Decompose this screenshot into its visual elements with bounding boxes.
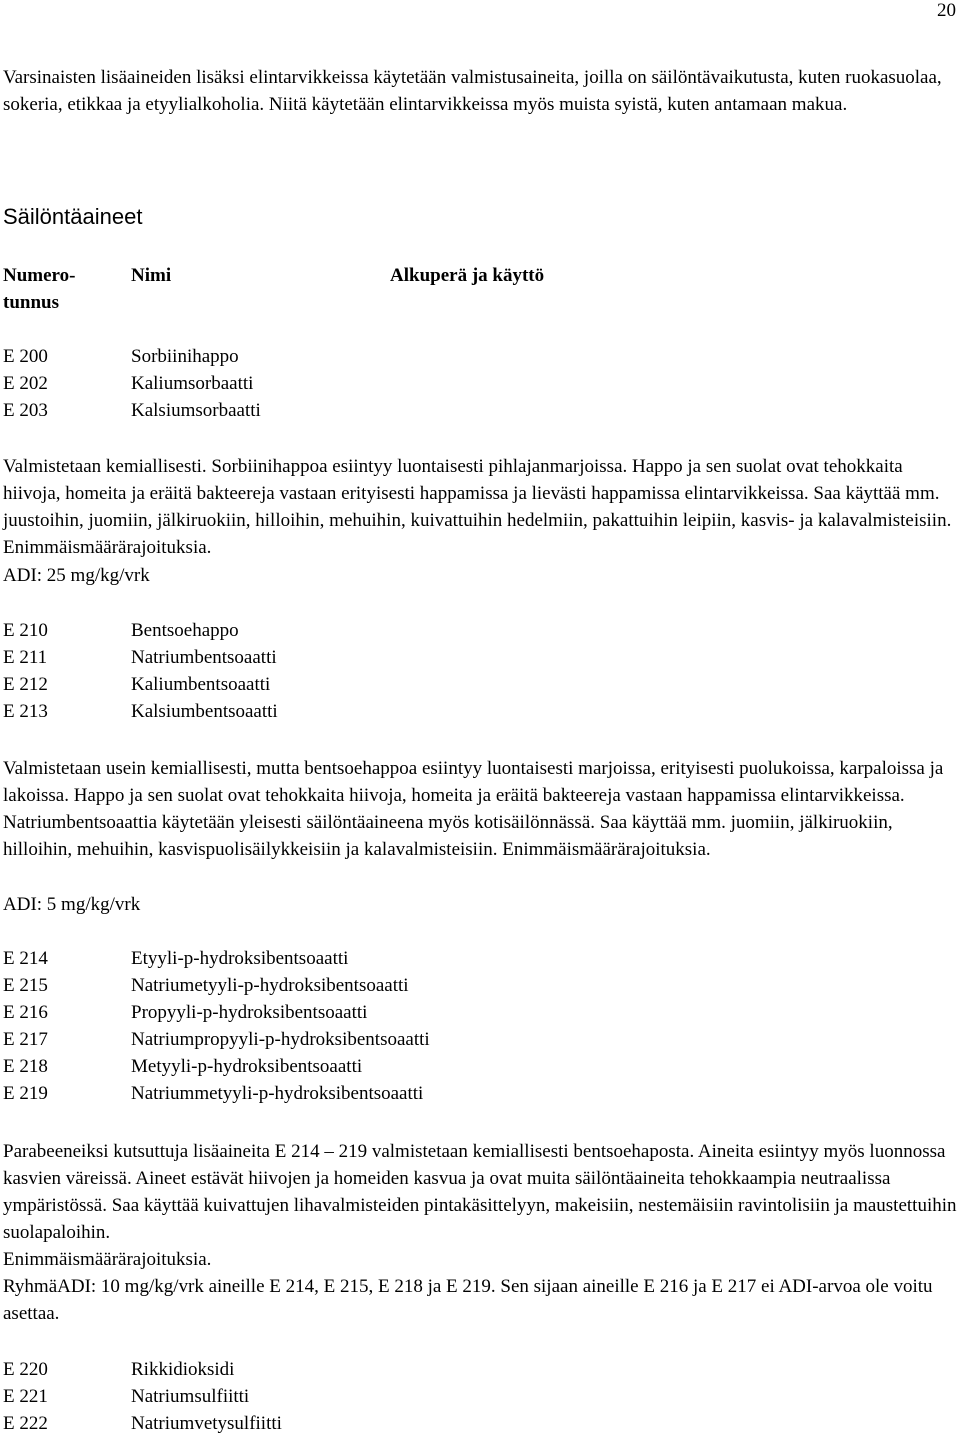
e-code: E 214 [3,948,48,969]
table-row [3,370,603,397]
header-code-line1: Numero- [3,265,76,286]
entry-list-sorbates [3,343,603,424]
page-number: 20 [937,0,956,21]
table-row [3,1356,603,1383]
additive-name: Rikkidioksidi [131,1359,235,1380]
e-code: E 213 [3,701,48,722]
table-row [3,972,603,999]
additive-name: Propyyli-p-hydroksibentsoaatti [131,1002,368,1023]
limits-parabens: Enimmäismäärärajoituksia. [3,1249,212,1270]
table-row [3,1410,603,1437]
table-row [3,698,603,725]
header-name: Nimi [131,265,172,286]
entry-list-benzoates [3,617,603,725]
additive-name: Kalsiumsorbaatti [131,400,261,421]
entry-list-sulfites [3,1356,603,1437]
table-row [3,945,603,972]
table-row [3,343,603,370]
e-code: E 202 [3,373,48,394]
additive-name: Bentsoehappo [131,620,239,641]
e-code: E 217 [3,1029,48,1050]
adi-parabens: RyhmäADI: 10 mg/kg/vrk aineille E 214, E 215, E 218 ja E 219. Sen sijaan aineille E 216 ja E 217 ei ADI-arvoa ole voitu asettaa. [3,1276,933,1324]
header-code-line2: tunnus [3,292,59,313]
additive-name: Natriumvetysulfiitti [131,1413,282,1434]
entry-list-parabens [3,945,603,1107]
table-row [3,1383,603,1410]
e-code: E 219 [3,1083,48,1104]
additive-name: Kaliumsorbaatti [131,373,254,394]
table-row [3,671,603,698]
additive-name: Natriummetyyli-p-hydroksibentsoaatti [131,1083,424,1104]
additive-name: Sorbiinihappo [131,346,239,367]
e-code: E 212 [3,674,48,695]
additive-name: Kalsiumbentsoaatti [131,701,278,722]
table-row [3,644,603,671]
e-code: E 222 [3,1413,48,1434]
e-code: E 211 [3,647,48,668]
intro-paragraph: Varsinaisten lisäaineiden lisäksi elintarvikkeissa käytetään valmistusaineita, joilla on säilöntävaikutusta, kuten ruokasuolaa, sokeria, etikkaa ja etyylialkoholia. Niitä käytetään elintarvikkeissa myös muista syistä, kuten antamaan makua. [3,67,942,115]
e-code: E 215 [3,975,48,996]
additive-name: Etyyli-p-hydroksibentsoaatti [131,948,349,969]
additive-name: Metyyli-p-hydroksibentsoaatti [131,1056,363,1077]
section-title: Säilöntäaineet [3,204,143,229]
e-code: E 221 [3,1386,48,1407]
additive-name: Natriumpropyyli-p-hydroksibentsoaatti [131,1029,430,1050]
e-code: E 216 [3,1002,48,1023]
description-parabens: Parabeeneiksi kutsuttuja lisäaineita E 214 – 219 valmistetaan kemiallisesti bentsoehaposta. Aineita esiintyy myös luonnossa kasvien väreissä. Aineet estävät hiivojen ja homeiden kasvua ja ovat muita säilöntäaineita tehokkaampia neutraalissa ympäristössä. Saa käyttää kuivattujen lihavalmisteiden pintakäsittelyyn, makeisiin, nestemäisiin ravintolisiin ja maustettuihin suolapaloihin. [3,1141,957,1243]
additive-name: Natriumsulfiitti [131,1386,250,1407]
e-code: E 220 [3,1359,48,1380]
description-benzoates: Valmistetaan usein kemiallisesti, mutta bentsoehappoa esiintyy luontaisesti marjoissa, erityisesti puolukoissa, karpaloissa ja lakoissa. Happo ja sen suolat ovat tehokkaita hiivoja, homeita ja eräitä bakteereja vastaan happamissa elintarvikkeissa. Natriumbentsoaattia käytetään yleisesti säilöntäaineena myös kotisäilönnässä. Saa käyttää mm. juomiin, jälkiruokiin, hilloihin, mehuihin, kasvispuolisäilykkeisiin ja kalavalmisteisiin. Enimmäismäärärajoituksia. [3,758,944,860]
table-row [3,1026,603,1053]
e-code: E 218 [3,1056,48,1077]
additive-name: Natriumetyyli-p-hydroksibentsoaatti [131,975,409,996]
description-sorbates: Valmistetaan kemiallisesti. Sorbiinihappoa esiintyy luontaisesti pihlajanmarjoissa. Happo ja sen suolat ovat tehokkaita hiivoja, homeita ja eräitä bakteereja vastaan erityisesti happamissa ja lievästi happamissa elintarvikkeissa. Saa käyttää mm. juustoihin, juomiin, jälkiruokiin, hilloihin, mehuihin, kuivattuihin hedelmiin, pakattuihin leipiin, kasvis- ja kalavalmisteisiin. Enimmäismäärärajoituksia. [3,456,952,558]
additive-name: Natriumbentsoaatti [131,647,277,668]
adi-benzoates: ADI: 5 mg/kg/vrk [3,894,141,915]
e-code: E 203 [3,400,48,421]
e-code: E 200 [3,346,48,367]
header-origin: Alkuperä ja käyttö [390,265,545,286]
table-row [3,1053,603,1080]
e-code: E 210 [3,620,48,641]
table-row [3,617,603,644]
table-row [3,397,603,424]
additive-name: Kaliumbentsoaatti [131,674,271,695]
table-row [3,1080,603,1107]
table-row [3,999,603,1026]
adi-sorbates: ADI: 25 mg/kg/vrk [3,565,150,586]
